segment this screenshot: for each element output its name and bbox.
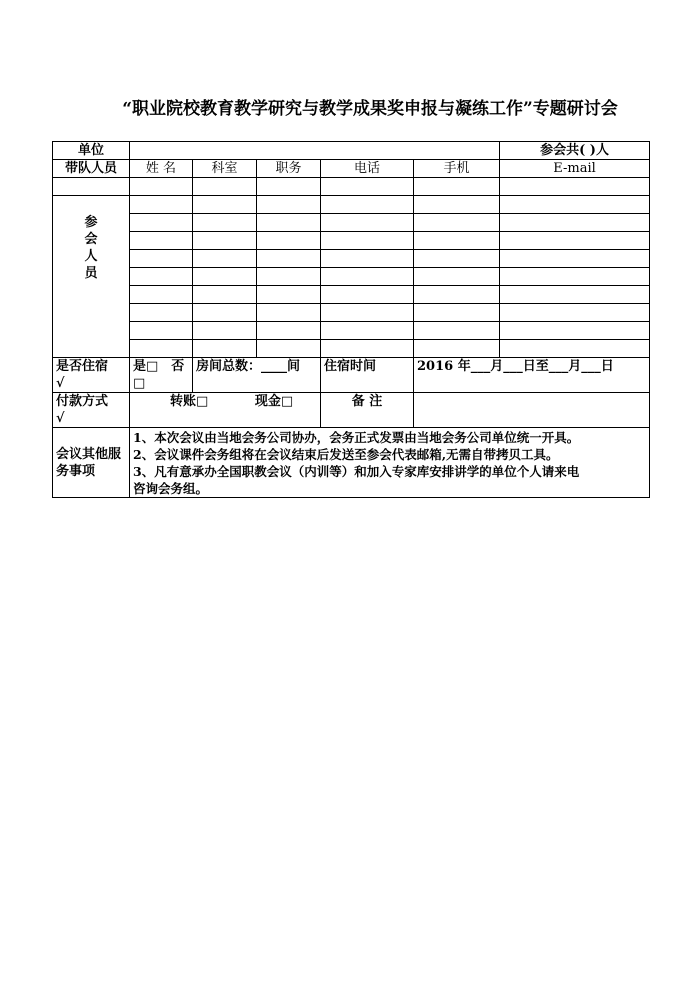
- attendee-cell[interactable]: [500, 268, 650, 286]
- remarks-label: 备 注: [321, 393, 414, 428]
- attendee-cell[interactable]: [500, 214, 650, 232]
- payment-cash[interactable]: 现金□: [254, 394, 294, 409]
- payment-options: [130, 393, 321, 428]
- attendee-cell[interactable]: [321, 268, 414, 286]
- attendee-cell[interactable]: [414, 304, 500, 322]
- attendee-cell[interactable]: [193, 304, 257, 322]
- payment-transfer[interactable]: 转账□: [170, 394, 209, 409]
- lodging-row: [53, 358, 650, 393]
- attendee-cell[interactable]: [321, 232, 414, 250]
- attendee-cell[interactable]: [130, 340, 193, 358]
- leader-department-cell[interactable]: [193, 178, 257, 196]
- attendee-cell[interactable]: [257, 214, 321, 232]
- attendee-cell[interactable]: [414, 250, 500, 268]
- leader-entry-label: [53, 178, 130, 196]
- attendee-cell[interactable]: [500, 250, 650, 268]
- attendee-cell[interactable]: [414, 322, 500, 340]
- col-name: 姓 名: [130, 160, 193, 178]
- attendee-cell[interactable]: [414, 286, 500, 304]
- attendee-cell[interactable]: [130, 214, 193, 232]
- attendee-cell[interactable]: [414, 232, 500, 250]
- other-services-row: [53, 428, 650, 498]
- attendee-cell[interactable]: [130, 232, 193, 250]
- leader-position-cell[interactable]: [257, 178, 321, 196]
- leader-mobile-cell[interactable]: [414, 178, 500, 196]
- attendee-cell[interactable]: [414, 196, 500, 214]
- attendee-cell[interactable]: [130, 268, 193, 286]
- attendees-label: [53, 196, 130, 358]
- attendee-cell[interactable]: [500, 322, 650, 340]
- header-row: [53, 160, 650, 178]
- col-email: E-mail: [500, 160, 650, 178]
- attendee-cell[interactable]: [193, 268, 257, 286]
- attendee-cell[interactable]: [321, 340, 414, 358]
- attendee-row: [53, 286, 650, 304]
- attendees-char: 参: [84, 215, 98, 230]
- attendee-row: [53, 304, 650, 322]
- attendee-cell[interactable]: [500, 196, 650, 214]
- attendee-cell[interactable]: [321, 322, 414, 340]
- lodging-dates[interactable]: 2016 年___月___日至___月___日: [414, 358, 650, 393]
- attendee-row: [53, 214, 650, 232]
- col-position: 职务: [257, 160, 321, 178]
- attendee-row: [53, 322, 650, 340]
- attendee-cell[interactable]: [130, 286, 193, 304]
- note-line: 咨询会务组。: [133, 481, 209, 496]
- attendee-cell[interactable]: [193, 322, 257, 340]
- attendee-cell[interactable]: [130, 196, 193, 214]
- attendee-cell[interactable]: [500, 286, 650, 304]
- col-phone: 电话: [321, 160, 414, 178]
- other-services-notes: [130, 428, 650, 498]
- attendee-cell[interactable]: [321, 250, 414, 268]
- attendee-cell[interactable]: [193, 214, 257, 232]
- leader-entry-row: [53, 178, 650, 196]
- remarks-value[interactable]: [414, 393, 650, 428]
- lodging-rooms[interactable]: 房间总数：____间: [193, 358, 321, 393]
- lodging-check: √: [56, 376, 65, 391]
- attendee-cell[interactable]: [257, 196, 321, 214]
- attendee-cell[interactable]: [130, 250, 193, 268]
- attendee-cell[interactable]: [500, 340, 650, 358]
- payment-label: [53, 393, 130, 428]
- leader-email-cell[interactable]: [500, 178, 650, 196]
- lodging-label: [53, 358, 130, 393]
- attendee-row: [53, 340, 650, 358]
- payment-label-text: 付款方式: [56, 394, 109, 409]
- attendee-total[interactable]: 参会共( )人: [500, 142, 650, 160]
- attendee-cell[interactable]: [130, 304, 193, 322]
- attendee-cell[interactable]: [257, 232, 321, 250]
- attendee-cell[interactable]: [193, 232, 257, 250]
- payment-check: √: [56, 411, 65, 426]
- col-department: 科室: [193, 160, 257, 178]
- attendee-cell[interactable]: [193, 250, 257, 268]
- attendee-row: [53, 232, 650, 250]
- attendee-cell[interactable]: [414, 214, 500, 232]
- attendee-cell[interactable]: [193, 286, 257, 304]
- attendee-row: [53, 196, 650, 214]
- registration-form: [52, 141, 650, 498]
- leader-phone-cell[interactable]: [321, 178, 414, 196]
- attendee-cell[interactable]: [193, 196, 257, 214]
- attendees-char: 人: [84, 249, 98, 264]
- attendee-cell[interactable]: [500, 232, 650, 250]
- attendees-char: 员: [84, 266, 98, 281]
- attendee-cell[interactable]: [321, 304, 414, 322]
- note-line: 3、凡有意承办全国职教会议（内训等）和加入专家库安排讲学的单位个人请来电: [133, 464, 580, 479]
- attendee-row: [53, 268, 650, 286]
- attendee-cell[interactable]: [257, 304, 321, 322]
- payment-row: [53, 393, 650, 428]
- attendee-cell[interactable]: [257, 268, 321, 286]
- lodging-label-text: 是否住宿: [56, 359, 109, 374]
- leader-label: 带队人员: [53, 160, 130, 178]
- lodging-yes-no[interactable]: 是□ 否□: [130, 358, 193, 393]
- attendee-row: [53, 250, 650, 268]
- attendee-cell[interactable]: [257, 340, 321, 358]
- col-mobile: 手机: [414, 160, 500, 178]
- note-line: 1、本次会议由当地会务公司协办，会务正式发票由当地会务公司单位统一开具。: [133, 430, 580, 445]
- unit-label: 单位: [53, 142, 130, 160]
- leader-name-cell[interactable]: [130, 178, 193, 196]
- attendee-cell[interactable]: [321, 196, 414, 214]
- attendee-cell[interactable]: [321, 214, 414, 232]
- attendees-char: 会: [84, 232, 98, 247]
- lodging-time-label: 住宿时间: [321, 358, 414, 393]
- page-title: “职业院校教育教学研究与教学成果奖申报与凝练工作”专题研讨会: [122, 99, 618, 119]
- attendee-cell[interactable]: [130, 322, 193, 340]
- unit-input[interactable]: [130, 142, 500, 160]
- attendee-cell[interactable]: [193, 340, 257, 358]
- attendee-cell[interactable]: [257, 286, 321, 304]
- unit-row: [53, 142, 650, 160]
- attendee-cell[interactable]: [414, 268, 500, 286]
- attendee-cell[interactable]: [500, 304, 650, 322]
- attendee-cell[interactable]: [257, 322, 321, 340]
- attendee-cell[interactable]: [321, 286, 414, 304]
- note-line: 2、会议课件会务组将在会议结束后发送至参会代表邮箱,无需自带拷贝工具。: [133, 447, 559, 462]
- other-services-label: 会议其他服务事项: [53, 428, 130, 498]
- attendee-cell[interactable]: [257, 250, 321, 268]
- attendee-cell[interactable]: [414, 340, 500, 358]
